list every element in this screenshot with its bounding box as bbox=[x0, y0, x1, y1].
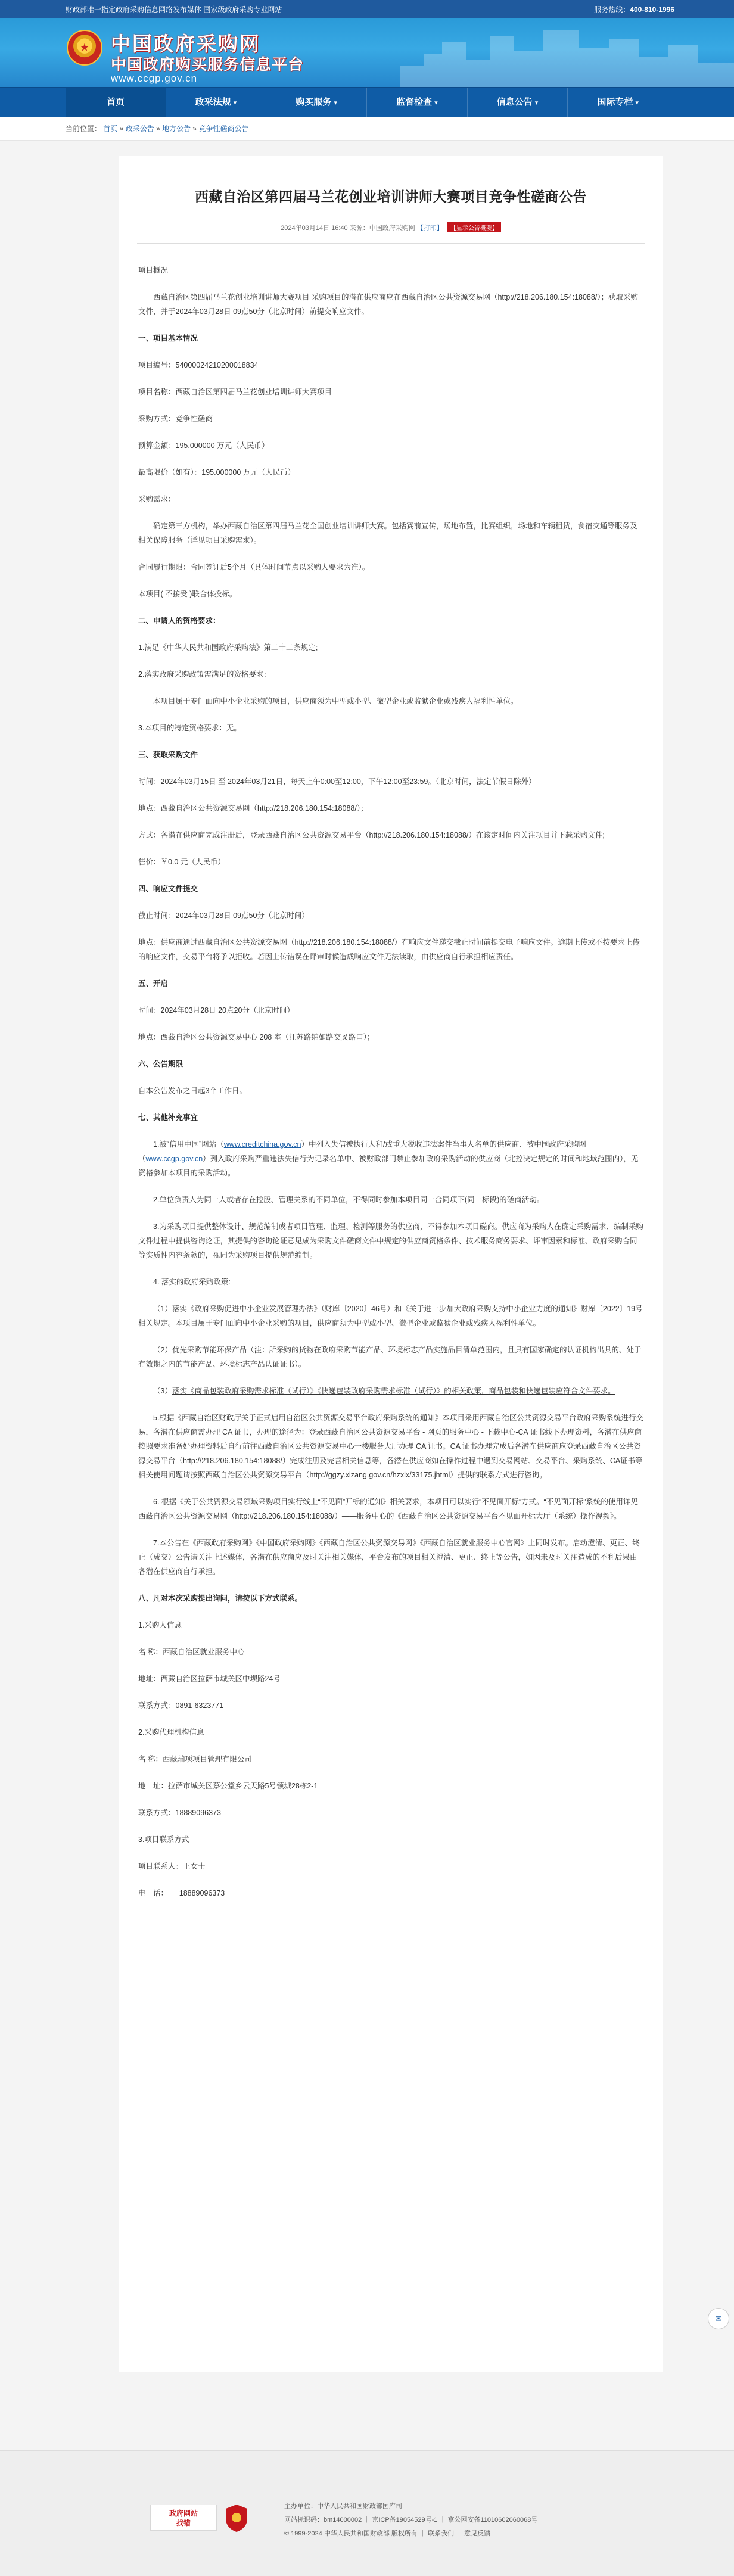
supplement-3: 3.为采购项目提供整体设计、规范编制或者项目管理、监理、检测等服务的供应商，不得参加本项目磋商。供应商为采购人在确定采购需求、编制采购文件过程中提供咨询论证，其提供的咨询论证意见成为采购文件磋商文件中规定的供应商资格条件、技术服务商务要求、评审因素和标准、政府采购合同等实质性内容条款的，视同为采购项目提供规范编制。 bbox=[138, 1222, 643, 1259]
article-body bbox=[119, 244, 663, 1900]
supplement-6: 6. 根据《关于公共资源交易领域采购项目实行线上“不见面”开标的通知》相关要求，本项目可以实行“不见面开标”方式。“不见面开标”系统的使用详见西藏自治区公共资源交易网（http://218.206.180.154:18088/）——服务中心的《西藏自治区公共资源交易平台不见面开标大厅（系统）操作视频》。 bbox=[138, 1498, 638, 1520]
article-meta bbox=[119, 222, 663, 232]
policy-3 bbox=[138, 1384, 643, 1398]
breadcrumb-local[interactable]: 地方公告 bbox=[162, 125, 191, 133]
qualification-2-text: 本项目属于专门面向中小企业采购的项目，供应商须为中型或小型、微型企业或监狱企业或残疾人福利性单位。 bbox=[153, 697, 518, 705]
feedback-icon[interactable]: ✉ bbox=[708, 2308, 729, 2329]
section-overview-label: 项目概况 bbox=[138, 266, 169, 275]
gov-site-error-logo[interactable] bbox=[150, 2505, 217, 2531]
supplement-7: 7.本公告在《西藏政府采购网》《中国政府采购网》《西藏自治区公共资源交易网》《西藏自治区就业服务中心官网》上同时发布。启动澄清、更正、终止（成交）公告请关注上述媒体，各潜在供应商应及时关注相关媒体，平台发布的项目相关澄清、更正、终止等公告，如因未及时关注造成的不利后果由各潜在供应商自行承担。 bbox=[138, 1539, 640, 1576]
nav-international-label: 国际专栏 bbox=[597, 97, 633, 107]
nav-notices[interactable] bbox=[468, 88, 568, 117]
submit-place: 地点：供应商通过西藏自治区公共资源交易网（http://218.206.180.154:18088/）在响应文件递交截止时间前提交电子响应文件。逾期上传或不按要求上传的响应文件，交易平台将予以拒收。若因上传错误在评审时候造成响应文件无法读取，由供应商自行承担相应责任。 bbox=[138, 938, 640, 961]
consortium-note: 本项目( 不接受 )联合体投标。 bbox=[138, 590, 237, 598]
party-gov-badge-icon[interactable] bbox=[224, 2503, 249, 2533]
purchaser-address: 地址：西藏自治区拉萨市城关区中坝路24号 bbox=[138, 1675, 281, 1683]
qualification-2: 2.落实政府采购政策需满足的资格要求： bbox=[138, 670, 271, 679]
nav-supervision[interactable] bbox=[367, 88, 468, 117]
document-price: 售价：￥0.0 元（人民币） bbox=[138, 858, 225, 866]
footer-line-copyright: © 1999-2024 中华人民共和国财政部 版权所有 ｜ 联系我们 ｜ 意见反馈 bbox=[284, 2530, 491, 2537]
nav-services-label: 购买服务 bbox=[296, 97, 332, 107]
purchaser-name: 名 称：西藏自治区就业服务中心 bbox=[138, 1648, 245, 1656]
chevron-down-icon: ▾ bbox=[635, 99, 639, 107]
section-heading: 一、项目基本情况 bbox=[138, 334, 198, 343]
agency-name: 名 称：西藏瑞项项目管理有限公司 bbox=[138, 1755, 252, 1763]
project-number: 项目编号：5400002421020001883​4 bbox=[138, 361, 259, 369]
breadcrumb-sep: » bbox=[154, 125, 163, 133]
breadcrumb-sep: » bbox=[117, 125, 126, 133]
article-source: 来源：中国政府采购网 bbox=[349, 225, 415, 232]
logo-text: 政府网站 bbox=[169, 2509, 198, 2518]
print-link[interactable]: 【打印】 bbox=[416, 225, 443, 232]
footer-line-sponsor: 主办单位：中华人民共和国财政部国库司 bbox=[284, 2503, 402, 2510]
footer-line-icp: 网站标识码：bm14000002 ｜ 京ICP备19054529号-1 ｜ 京公网安备11010602060068号 bbox=[284, 2516, 538, 2524]
breadcrumb-sep: » bbox=[191, 125, 199, 133]
budget-amount: 预算金额：195.000000 万元（人民币） bbox=[138, 441, 269, 450]
hotline-label: 服务热线： bbox=[594, 5, 630, 14]
supplement-4: 4. 落实的政府采购政策: bbox=[153, 1278, 231, 1286]
site-header bbox=[0, 18, 734, 87]
contract-period: 合同履行期限：合同签订后5个月（具体时间节点以采购人要求为准）。 bbox=[138, 563, 370, 571]
section-heading: 三、获取采购文件 bbox=[138, 751, 198, 759]
chevron-down-icon: ▾ bbox=[233, 99, 237, 107]
supplement-1-text: ）中列入失信被执行人和/或重大税收违法案件当事人名单的供应商、被中国政府采购网（ bbox=[138, 1140, 586, 1163]
national-emblem-icon: ★ bbox=[67, 30, 102, 66]
article-title: 西藏自治区第四届马兰花创业培训讲师大赛项目竞争性磋商公告 bbox=[195, 189, 587, 204]
overview-text: 西藏自治区第四届马兰花创业培训讲师大赛项目 采购项目的潜在供应商应在西藏自治区公共资源交易网（http://218.206.180.154:18088/）；获取采购文件，并于2024年03月28日 09点50分（北京时间）前提交响应文件。 bbox=[138, 293, 639, 316]
max-price: 最高限价（如有）：195.000000 万元（人民币） bbox=[138, 468, 296, 477]
purchaser-phone: 联系方式：0891-6323771 bbox=[138, 1701, 224, 1710]
site-url: www.ccgp.gov.cn bbox=[111, 73, 198, 84]
policy-3-prefix: （3） bbox=[153, 1387, 172, 1395]
obtain-place: 地点：西藏自治区公共资源交易网（http://218.206.180.154:18088/）； bbox=[138, 804, 368, 813]
obtain-method: 方式：各潜在供应商完成注册后，登录西藏自治区公共资源交易平台（http://218.206.180.154:18088/）在该定时间内关注项目并下载采购文件; bbox=[138, 831, 605, 839]
breadcrumb-current[interactable]: 竞争性磋商公告 bbox=[198, 125, 249, 133]
site-title[interactable]: 中国政府采购网 bbox=[111, 33, 261, 55]
chevron-down-icon: ▾ bbox=[534, 99, 539, 107]
policy-1: （1）落实《政府采购促进中小企业发展管理办法》（财库〔2020〕46号）和《关于进一步加大政府采购支持中小企业力度的通知》财库〔2022〕19号相关规定。本项目属于专门面向中小企业采购的项目，供应商须为中型或小型、微型企业或监狱企业或残疾人福利性单位。 bbox=[138, 1305, 643, 1327]
policy-3-text: 落实《商品包装政府采购需求标准（试行）》《快递包装政府采购需求标准（试行）》的相关政策，商品包装和快递包装应符合文件要求。 bbox=[172, 1387, 615, 1395]
logo-text: 找错 bbox=[176, 2519, 191, 2527]
building-silhouette bbox=[400, 18, 734, 87]
notice-period: 自本公告发布之日起3个工作日。 bbox=[138, 1087, 247, 1095]
nav-supervision-label: 监督检查 bbox=[396, 97, 433, 107]
article-card bbox=[119, 156, 663, 2372]
opening-time: 时间：2024年03月28日 20点20分（北京时间） bbox=[138, 1006, 294, 1015]
chevron-down-icon: ▾ bbox=[434, 99, 438, 107]
qualification-1: 1.满足《中华人民共和国政府采购法》第二十二条规定; bbox=[138, 643, 318, 652]
supplement-5: 5.根据《西藏自治区财政厅关于正式启用自治区公共资源交易平台政府采购系统的通知》本项目采用西藏自治区公共资源交易平台政府采购系统进行交易，各潜在供应商需办理 CA 证书，办理的途径为：登录西藏自治区公共资源交易平台 - 网页的服务中心 - 下载中心-CA 证书线下办理资料，各潜在供应商按照要求准备好办理资料后自行前往西藏自治区公共资源交易中心一楼服务大厅办理 CA 证书。CA 证书办理完成后各潜在供应商应登录西藏自治区公共资源交易平台（http://218.206.180.154:18088/）完成注册及完善相关信息等，各潜在供应商如在操作过程中遇到交易网站、交易平台、采购系统、CA证书等相关使用问题请按照西藏自治区公共资源交易平台（http://ggzy.xizang.gov.cn/hzxlx/33175.jhtml）提供的联系方式进行咨询。 bbox=[138, 1414, 643, 1479]
site-subtitle: 中国政府购买服务信息平台 bbox=[111, 55, 304, 73]
nav-services[interactable] bbox=[266, 88, 367, 117]
requirements-label: 采购需求： bbox=[138, 495, 176, 503]
section-heading: 八、凡对本次采购提出询问，请按以下方式联系。 bbox=[138, 1594, 303, 1603]
hotline bbox=[594, 4, 674, 14]
breadcrumb-notices[interactable]: 政采公告 bbox=[125, 125, 154, 133]
contact-person: 项目联系人：王女士 bbox=[138, 1862, 206, 1871]
section-heading: 二、申请人的资格要求： bbox=[138, 617, 220, 625]
policy-2: （2）优先采购节能环保产品（注：所采购的货物在政府采购节能产品、环境标志产品实施品目清单范围内，且具有国家确定的认证机构出具的、处于有效期之内的节能产品、环境标志产品认证证书）。 bbox=[138, 1346, 642, 1368]
article-date: 2024年03月14日 16:40 bbox=[281, 225, 348, 232]
contact-label: 3.项目联系方式 bbox=[138, 1835, 189, 1844]
summary-toggle-button[interactable]: 【显示公告概要】 bbox=[447, 222, 501, 232]
qualification-3: 3.本项目的特定资格要求：无。 bbox=[138, 724, 241, 732]
site-footer bbox=[0, 2314, 734, 2576]
contact-phone: 电 话： 18889096373 bbox=[138, 1889, 225, 1897]
main-nav bbox=[0, 87, 734, 117]
requirements-text: 确定第三方机构，举办西藏自治区第四届马兰花全国创业培训讲师大赛。包括赛前宣传，场地布置，比赛组织，场地和车辆租赁，食宿交通等服务及相关保障服务（详见项目采购需求）。 bbox=[138, 522, 637, 545]
chevron-down-icon: ▾ bbox=[334, 99, 337, 107]
agency-address: 地 址：拉萨市城关区蔡公堂乡云天路5号领城28栋2-1 bbox=[138, 1782, 318, 1790]
opening-place: 地点：西藏自治区公共资源交易中心 208 室（江苏路纳如路交叉路口）； bbox=[138, 1033, 375, 1041]
obtain-time: 时间：2024年03月15日 至 2024年03月21日，每天上午0:00至12:00，下午12:00至23:59。（北京时间，法定节假日除外） bbox=[138, 777, 536, 786]
nav-notices-label: 信息公告 bbox=[496, 97, 533, 107]
project-name: 项目名称：西藏自治区第四届马兰花创业培训讲师大赛项目 bbox=[138, 388, 332, 396]
hotline-number: 400-810-1996 bbox=[630, 5, 674, 14]
nav-regulations-label: 政采法规 bbox=[195, 97, 231, 107]
ccgp-link[interactable]: www.ccgp.gov.cn bbox=[145, 1155, 203, 1163]
supplement-1 bbox=[138, 1137, 643, 1180]
nav-international[interactable] bbox=[568, 88, 668, 117]
nav-regulations[interactable] bbox=[166, 88, 267, 117]
section-heading: 七、其他补充事宜 bbox=[138, 1113, 198, 1122]
breadcrumb-label: 当前位置： bbox=[66, 125, 102, 133]
creditchina-link[interactable]: www.creditchina.gov.cn bbox=[223, 1140, 301, 1149]
supplement-1-text: ）列入政府采购严重违法失信行为记录名单中、被财政部门禁止参加政府采购活动的供应商（北控决定规定的时间和地域范围内），无资格参加本项目的采购活动。 bbox=[138, 1155, 639, 1177]
supplement-2: 2.单位负责人为同一人或者存在控股、管理关系的不同单位，不得同时参加本项目同一合同项下(同一标段)的磋商活动。 bbox=[153, 1196, 545, 1204]
top-strip bbox=[0, 0, 734, 18]
breadcrumb-home[interactable]: 首页 bbox=[103, 125, 118, 133]
section-heading: 六、公告期限 bbox=[138, 1060, 184, 1068]
top-notice: 财政部唯一指定政府采购信息网络发布媒体 国家级政府采购专业网站 bbox=[66, 5, 282, 14]
submit-deadline: 截止时间：2024年03月28日 09点50分（北京时间） bbox=[138, 911, 309, 920]
nav-home[interactable]: 首页 bbox=[66, 88, 166, 117]
section-heading: 五、开启 bbox=[138, 979, 169, 988]
breadcrumb bbox=[0, 117, 734, 141]
supplement-1-text: 1.被“信用中国”网站（ bbox=[153, 1140, 224, 1149]
agency-phone: 联系方式：18889096373 bbox=[138, 1809, 221, 1817]
procurement-method: 采购方式：竞争性磋商 bbox=[138, 415, 213, 423]
agency-label: 2.采购代理机构信息 bbox=[138, 1728, 204, 1737]
footer-text bbox=[284, 2500, 537, 2541]
section-heading: 四、响应文件提交 bbox=[138, 885, 198, 893]
purchaser-label: 1.采购人信息 bbox=[138, 1621, 182, 1629]
